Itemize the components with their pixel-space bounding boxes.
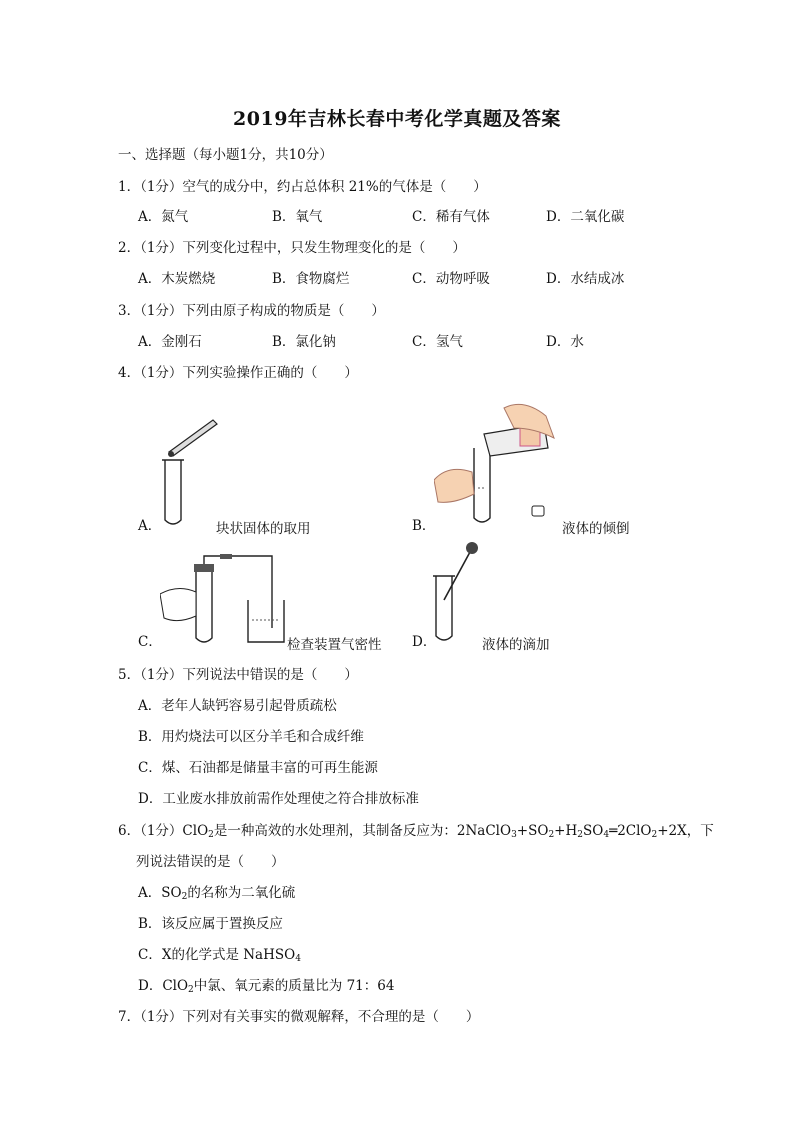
q4-option-b[interactable]: B．: [412, 518, 436, 534]
q2-option-c[interactable]: C．动物呼吸: [412, 271, 490, 287]
q3-option-b[interactable]: B．氯化钠: [272, 334, 336, 350]
section-heading: 一、选择题（每小题1分，共10分）: [118, 147, 333, 163]
question-2-stem: 2．（1分）下列变化过程中，只发生物理变化的是（ ）: [118, 240, 466, 256]
q4-option-d[interactable]: D．: [412, 634, 437, 650]
q5-option-d[interactable]: D．工业废水排放前需作处理使之符合排放标准: [138, 791, 419, 807]
figure-c-airtightness-check: [160, 554, 286, 650]
q2-option-a[interactable]: A．木炭燃烧: [138, 271, 216, 287]
q6-option-b[interactable]: B．该反应属于置换反应: [138, 916, 283, 932]
q2-option-d[interactable]: D．水结成冰: [546, 271, 625, 287]
q3-option-a[interactable]: A．金刚石: [138, 334, 202, 350]
question-6-stem: 6．（1分）ClO$_2$是一种高效的水处理剂，其制备反应为：$2NaClO_3+SO_2+H_2SO_4═2ClO_2+2X$，下: [118, 823, 714, 840]
q1-option-d[interactable]: D．二氧化碳: [546, 209, 625, 225]
q6-option-d[interactable]: D．ClO$_2$中氯、氧元素的质量比为 71：64: [138, 978, 395, 995]
q1-option-a[interactable]: A．氮气: [138, 209, 189, 225]
figure-b-caption: 液体的倾倒: [562, 521, 630, 537]
question-5-stem: 5．（1分）下列说法中错误的是（ ）: [118, 667, 358, 683]
q6-option-a[interactable]: A．$SO_2$的名称为二氧化硫: [138, 885, 296, 902]
figure-a-caption: 块状固体的取用: [216, 521, 311, 537]
q5-option-a[interactable]: A．老年人缺钙容易引起骨质疏松: [138, 698, 337, 714]
q3-option-d[interactable]: D．水: [546, 334, 584, 350]
figure-d-dropper: [430, 540, 486, 648]
figure-b-liquid-pouring: [434, 398, 564, 530]
figure-c-caption: 检查装置气密性: [287, 637, 382, 653]
question-7-stem: 7．（1分）下列对有关事实的微观解释，不合理的是（ ）: [118, 1009, 480, 1025]
q6-option-c[interactable]: C．X的化学式是 NaHSO$_4$: [138, 947, 301, 964]
q1-option-c[interactable]: C．稀有气体: [412, 209, 490, 225]
page-title: 2019年吉林长春中考化学真题及答案: [233, 108, 561, 130]
figure-d-caption: 液体的滴加: [482, 637, 550, 653]
q4-option-a[interactable]: A．: [138, 518, 162, 534]
question-3-stem: 3．（1分）下列由原子构成的物质是（ ）: [118, 303, 385, 319]
q1-option-b[interactable]: B．氧气: [272, 209, 323, 225]
question-4-stem: 4．（1分）下列实验操作正确的（ ）: [118, 365, 358, 381]
question-6-stem-line2: 列说法错误的是（ ）: [136, 854, 285, 870]
q5-option-c[interactable]: C．煤、石油都是储量丰富的可再生能源: [138, 760, 378, 776]
q5-option-b[interactable]: B．用灼烧法可以区分羊毛和合成纤维: [138, 729, 364, 745]
q2-option-b[interactable]: B．食物腐烂: [272, 271, 350, 287]
figure-a-solid-taking: [155, 412, 225, 530]
question-1-stem: 1．（1分）空气的成分中，约占总体积 21%的气体是（ ）: [118, 179, 487, 195]
q3-option-c[interactable]: C．氢气: [412, 334, 463, 350]
q4-option-c[interactable]: C．: [138, 634, 162, 650]
